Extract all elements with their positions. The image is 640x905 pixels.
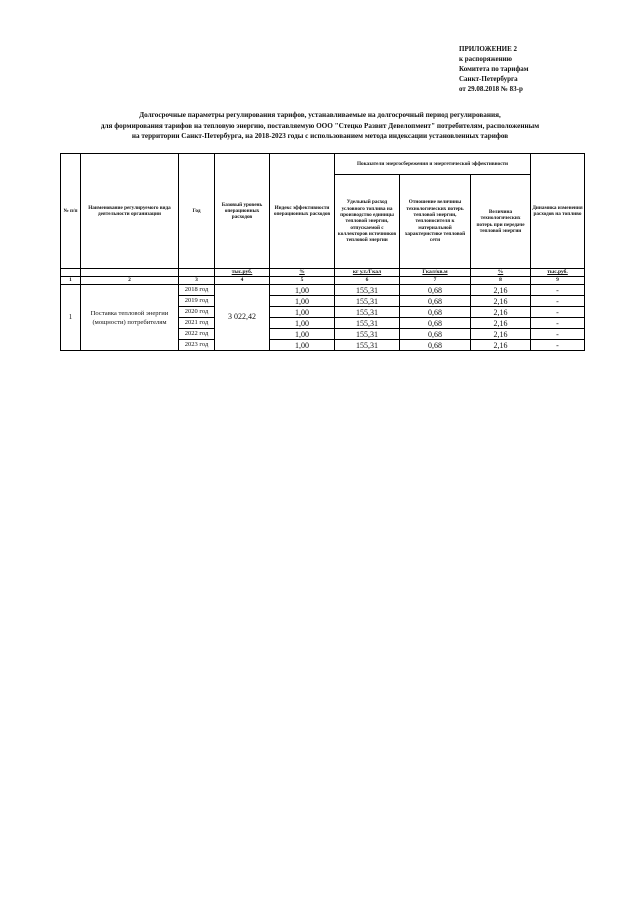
unit-index: % [270, 269, 335, 277]
year-cell: 2023 год [179, 340, 215, 351]
dynamics-cell: - [531, 329, 585, 340]
title-line: Долгосрочные параметры регулирования тарифов, устанавливаемые на долгосрочный период регулирования, [139, 111, 501, 119]
specific-cell: 155,31 [335, 307, 400, 318]
index-cell: 1,00 [270, 329, 335, 340]
document-title [70, 110, 570, 142]
unit-losses: % [471, 269, 531, 277]
year-cell: 2020 год [179, 307, 215, 318]
column-number: 7 [400, 277, 471, 285]
appendix-line: от 29.08.2018 № 83-р [459, 85, 523, 93]
appendix-line: к распоряжению [459, 55, 513, 63]
header-year: Год [179, 154, 215, 269]
losses-cell: 2,16 [471, 296, 531, 307]
dynamics-cell: - [531, 285, 585, 296]
column-number: 4 [215, 277, 270, 285]
title-line: на территории Санкт-Петербурга, на 2018-2023 годы с использованием метода индексации установленных тарифов [131, 132, 509, 140]
appendix-line: Комитета по тарифам [459, 65, 529, 73]
year-cell: 2018 год [179, 285, 215, 296]
row-number: 1 [61, 285, 81, 351]
header-index: Индекс эффективности операционных расходов [270, 154, 335, 269]
losses-cell: 2,16 [471, 329, 531, 340]
year-cell: 2022 год [179, 329, 215, 340]
header-no: № п/п [61, 154, 81, 269]
unit-base: тыс.руб. [215, 269, 270, 277]
ratio-cell: 0,68 [400, 340, 471, 351]
appendix-line: ПРИЛОЖЕНИЕ 2 [459, 45, 518, 53]
ratio-cell: 0,68 [400, 307, 471, 318]
org-name: Поставка тепловой энергии (мощности) потребителям [81, 285, 179, 351]
dynamics-cell: - [531, 296, 585, 307]
dynamics-cell: - [531, 307, 585, 318]
year-cell: 2019 год [179, 296, 215, 307]
header-losses: Величина технологических потерь при передаче тепловой энергии [471, 175, 531, 269]
index-cell: 1,00 [270, 307, 335, 318]
appendix-line: Санкт-Петербурга [459, 75, 518, 83]
specific-cell: 155,31 [335, 318, 400, 329]
header-dynamics: Динамика изменения расходов на топливо [531, 154, 585, 269]
index-cell: 1,00 [270, 296, 335, 307]
ratio-cell: 0,68 [400, 329, 471, 340]
header-group: Показатели энергосбережения и энергетической эффективности [335, 154, 531, 175]
header-base: Базовый уровень операционных расходов [215, 154, 270, 269]
specific-cell: 155,31 [335, 329, 400, 340]
index-cell: 1,00 [270, 340, 335, 351]
unit-dynamics: тыс.руб. [531, 269, 585, 277]
column-number: 2 [81, 277, 179, 285]
index-cell: 1,00 [270, 285, 335, 296]
ratio-cell: 0,68 [400, 285, 471, 296]
specific-cell: 155,31 [335, 296, 400, 307]
column-number: 5 [270, 277, 335, 285]
dynamics-cell: - [531, 340, 585, 351]
losses-cell: 2,16 [471, 285, 531, 296]
losses-cell: 2,16 [471, 318, 531, 329]
column-number: 6 [335, 277, 400, 285]
specific-cell: 155,31 [335, 285, 400, 296]
header-ratio: Отношение величины технологических потерь тепловой энергии, теплоносителя к материальной характеристике тепловой сети [400, 175, 471, 269]
ratio-cell: 0,68 [400, 318, 471, 329]
column-number: 9 [531, 277, 585, 285]
ratio-cell: 0,68 [400, 296, 471, 307]
parameters-table [60, 153, 585, 351]
column-number: 1 [61, 277, 81, 285]
title-line: для формирования тарифов на тепловую энергию, поставляемую ООО "Стецко Развит Девелопмент" потребителям, расположенным [100, 121, 540, 130]
table-row [61, 285, 585, 296]
appendix-block [459, 44, 629, 94]
column-number: 3 [179, 277, 215, 285]
unit-ratio: Гкал/кв.м [400, 269, 471, 277]
losses-cell: 2,16 [471, 340, 531, 351]
header-specific: Удельный расход условного топлива на производство единицы тепловой энергии, отпускаемой с коллекторов источников тепловой энергии [335, 175, 400, 269]
year-cell: 2021 год [179, 318, 215, 329]
index-cell: 1,00 [270, 318, 335, 329]
unit-specific: кг у.т./Гкал [335, 269, 400, 277]
specific-cell: 155,31 [335, 340, 400, 351]
dynamics-cell: - [531, 318, 585, 329]
header-org: Наименование регулируемого вида деятельности организации [81, 154, 179, 269]
column-number: 8 [471, 277, 531, 285]
losses-cell: 2,16 [471, 307, 531, 318]
base-level: 3 022,42 [215, 285, 270, 351]
